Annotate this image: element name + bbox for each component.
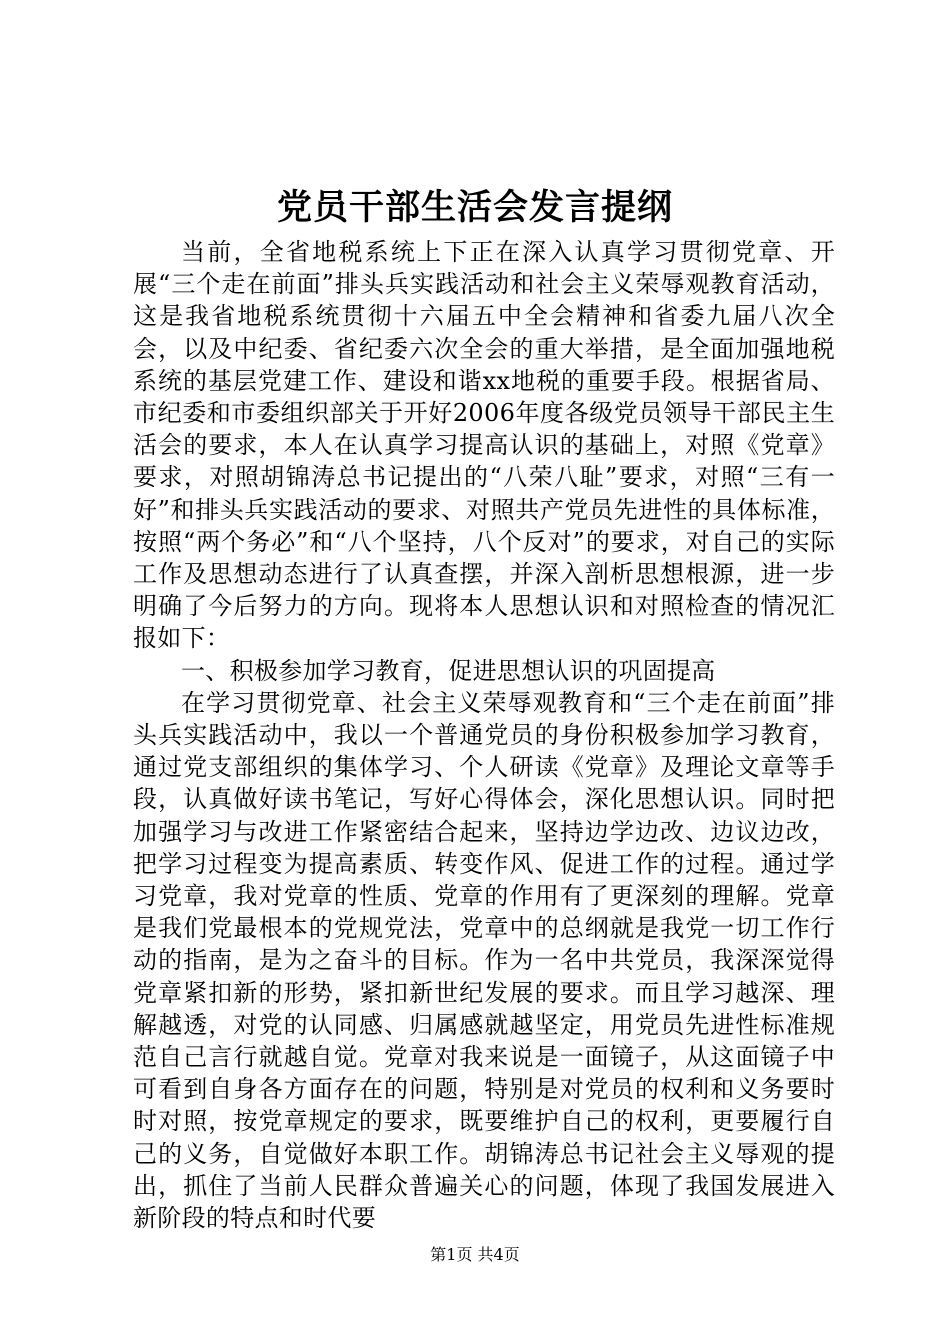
document-title: 党员干部生活会发言提纲 (276, 187, 673, 228)
page-footer: 第1页 共4页 (430, 1245, 520, 1264)
paragraph-section-1: 在学习贯彻党章、社会主义荣辱观教育和“三个走在前面”排头兵实践活动中，我以一个普通党员的身份积极参加学习教育，通过党支部组织的集体学习、个人研读《党章》及理论文章等手段，认真做好读书笔记，写好心得体会，深化思想认识。同时把加强学习与改进工作紧密结合起来，坚持边学边改、边议边改，把学习过程变为提高素质、转变作风、促进工作的过程。通过学习党章，我对党章的性质、党章的作用有了更深刻的理解。党章是我们党最根本的党规党法，党章中的总纲就是我党一切工作行动的指南，是为之奋斗的目标。作为一名中共党员，我深深觉得党章紧扣新的形势，紧扣新世纪发展的要求。而且学习越深、理解越透，对党的认同感、归属感就越坚定，用党员先进性标准规范自己言行就越自觉。党章对我来说是一面镜子，从这面镜子中可看到自身各方面存在的问题，特别是对党员的权利和义务要时时对照，按党章规定的要求，既要维护自己的权利，更要履行自己的义务，自觉做好本职工作。胡锦涛总书记社会主义辱观的提出，抓住了当前人民群众普遍关心的问题，体现了我国发展进入新阶段的特点和时代要 (133, 688, 835, 1233)
section-heading-1: 一、积极参加学习教育，促进思想认识的巩固提高 (181, 656, 716, 685)
paragraph-intro: 当前，全省地税系统上下正在深入认真学习贯彻党章、开展“三个走在前面”排头兵实践活动和社会主义荣辱观教育活动，这是我省地税系统贯彻十六届五中全会精神和省委九届八次全会，以及中纪委、省纪委六次全会的重大举措，是全面加强地税系统的基层党建工作、建设和谐xx地税的重要手段。根据省局、市纪委和市委组织部关于开好2006年度各级党员领导干部民主生活会的要求，本人在认真学习提高认识的基础上，对照《党章》要求，对照胡锦涛总书记提出的“八荣八耻”要求，对照“三有一好”和排头兵实践活动的要求、对照共产党员先进性的具体标准，按照“两个务必”和“八个坚持，八个反对”的要求，对自己的实际工作及思想动态进行了认真查摆，并深入剖析思想根源，进一步明确了今后努力的方向。现将本人思想认识和对照检查的情况汇报如下： (133, 238, 835, 653)
document-body (133, 236, 835, 1234)
